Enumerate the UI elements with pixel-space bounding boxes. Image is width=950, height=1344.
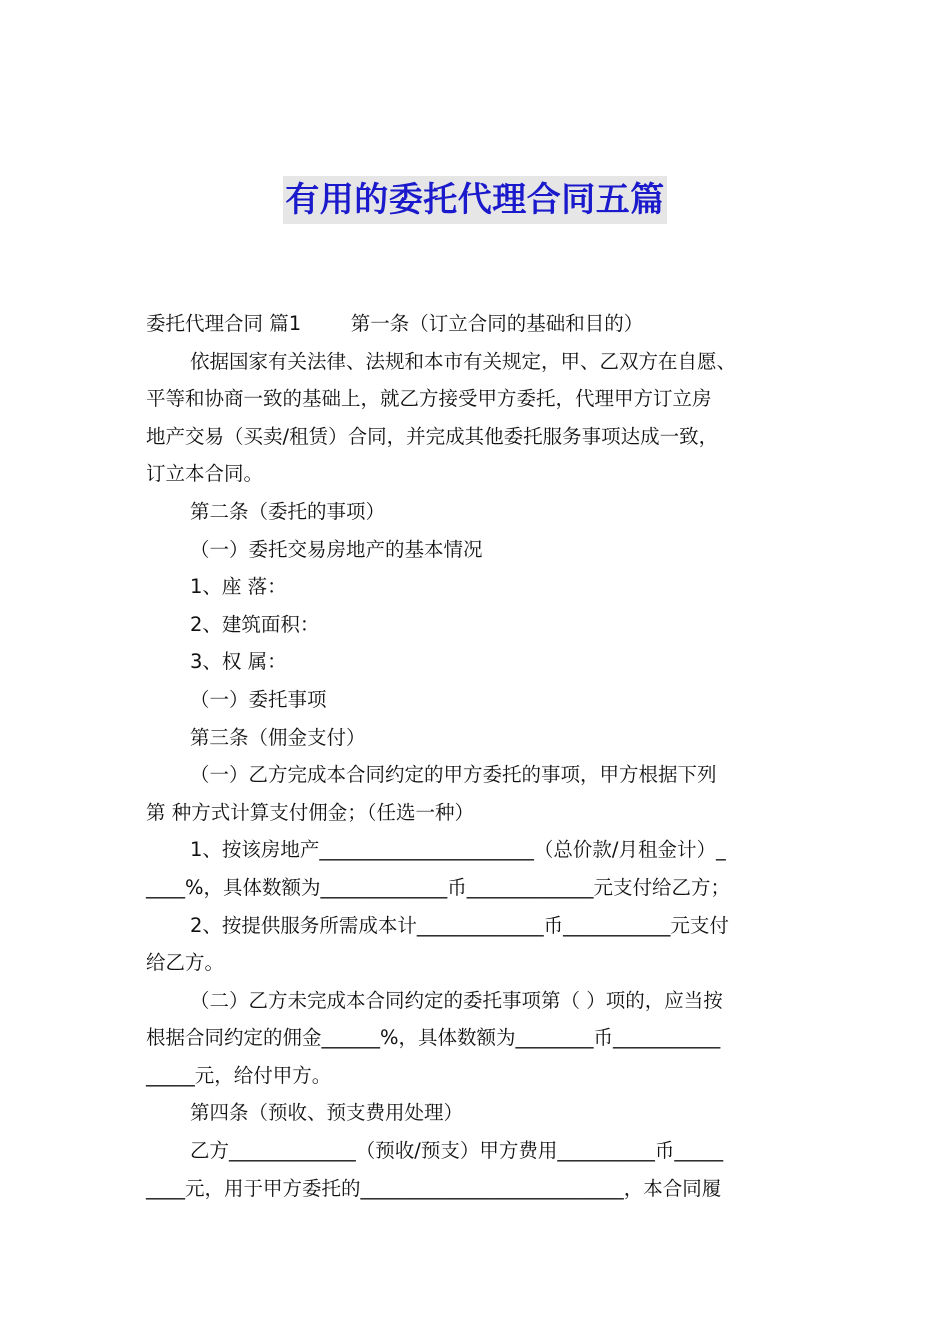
paragraph-line: 依据国家有关法律、法规和本市有关规定，甲、乙双方在自愿、 xyxy=(190,349,737,373)
document-title: 有用的委托代理合同五篇 xyxy=(283,176,667,224)
paragraph-line: 1、座 落： xyxy=(190,575,287,599)
paragraph-line: 委托代理合同 篇1 第一条（订立合同的基础和目的） xyxy=(146,312,644,335)
paragraph-line: （一）委托事项 xyxy=(190,687,327,711)
paragraph-line: 3、权 属： xyxy=(190,650,287,674)
paragraph-line: ____%，具体数额为_____________币_____________元支付给乙方； xyxy=(146,875,731,899)
paragraph-line: 2、建筑面积： xyxy=(190,612,320,636)
paragraph-line: （一）乙方完成本合同约定的甲方委托的事项，甲方根据下列 xyxy=(190,763,717,787)
paragraph-line: 平等和协商一致的基础上，就乙方接受甲方委托，代理甲方订立房 xyxy=(146,387,712,411)
paragraph-line: 乙方_____________（预收/预支）甲方费用__________币_____ xyxy=(190,1139,724,1163)
paragraph-line: 第三条（佣金支付） xyxy=(190,725,366,749)
paragraph-line: 第 种方式计算支付佣金；（任选一种） xyxy=(146,800,474,824)
paragraph-line: （二）乙方未完成本合同约定的委托事项第（ ）项的，应当按 xyxy=(190,988,723,1012)
paragraph-line: 订立本合同。 xyxy=(146,462,264,486)
paragraph-line: （一）委托交易房地产的基本情况 xyxy=(190,537,483,561)
paragraph-line: 给乙方。 xyxy=(146,951,225,975)
paragraph-line: _____元，给付甲方。 xyxy=(146,1063,332,1087)
paragraph-line: 第四条（预收、预支费用处理） xyxy=(190,1101,464,1125)
paragraph-line: 第二条（委托的事项） xyxy=(190,499,386,523)
paragraph-line: ____元，用于甲方委托的___________________________，本合同履 xyxy=(146,1176,722,1200)
paragraph-line: 根据合同约定的佣金______%，具体数额为________币___________ xyxy=(146,1026,721,1050)
paragraph-line: 2、按提供服务所需成本计_____________币___________元支付 xyxy=(190,913,729,937)
paragraph-line: 1、按该房地产______________________（总价款/月租金计）_ xyxy=(190,838,726,862)
document-title-container xyxy=(0,176,950,224)
document-body xyxy=(146,305,826,1207)
paragraph-line: 地产交易（买卖/租赁）合同，并完成其他委托服务事项达成一致， xyxy=(146,424,719,448)
